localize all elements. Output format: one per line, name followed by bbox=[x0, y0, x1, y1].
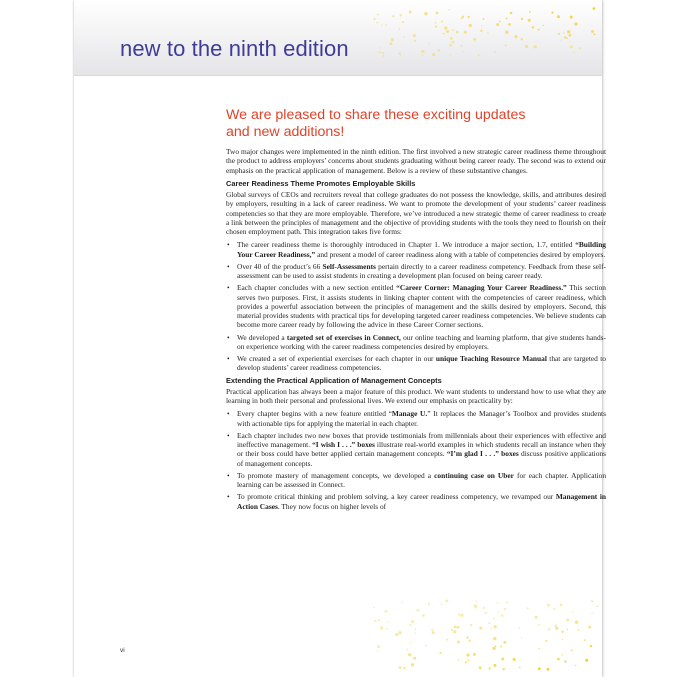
bullet-emphasis: Self-Assessments bbox=[322, 261, 376, 271]
decorative-dot bbox=[376, 22, 378, 24]
decorative-dot bbox=[461, 17, 463, 19]
decorative-dot bbox=[499, 21, 501, 23]
decorative-dot bbox=[492, 647, 495, 650]
bullet-emphasis: “Building Your Career Readiness,” bbox=[237, 240, 606, 259]
decorative-dot bbox=[551, 12, 553, 14]
decorative-dot bbox=[593, 33, 595, 35]
decorative-dot bbox=[573, 52, 574, 53]
section-2-paragraph: Practical application has always been a major feature of this product. We want students to understand how to use what they are learning in both their personal and professional lives. We extend our emphasis on practicality by: bbox=[226, 386, 606, 405]
bullet-text: Every chapter begins with a new feature entitled “ bbox=[237, 409, 392, 419]
decorative-dot bbox=[529, 11, 531, 13]
decorative-dot bbox=[597, 605, 599, 607]
decorative-dot bbox=[403, 667, 405, 669]
bullet-text: This section serves two purposes. First, it assists students in linking chapter content with the competencies of career readiness, which provides a powerful association between the principles of management and the skills desired by employers. Second, this material provides students with practical tips for developing targeted career readiness competencies. We believe students can become more career ready by following the advice in these Career Corner sections. bbox=[237, 283, 607, 330]
bullet-emphasis: “Career Corner: Managing Your Career Readiness.” bbox=[396, 283, 567, 293]
decorative-dot bbox=[389, 42, 392, 45]
decorative-dot bbox=[561, 631, 563, 633]
decorative-dot bbox=[385, 610, 388, 613]
bullet-icon: • bbox=[227, 332, 230, 342]
section-1-heading: Career Readiness Theme Promotes Employable Skills bbox=[226, 178, 416, 188]
decorative-dot bbox=[443, 33, 445, 35]
decorative-dot bbox=[534, 45, 537, 48]
decorative-dot bbox=[437, 49, 440, 52]
bullet-icon: • bbox=[227, 240, 230, 250]
decorative-dot bbox=[519, 667, 521, 669]
decorative-dot bbox=[500, 646, 502, 648]
bullet-icon: • bbox=[227, 409, 230, 419]
decorative-dot bbox=[457, 640, 460, 643]
bullet-text: We developed a bbox=[237, 332, 287, 342]
decorative-dot bbox=[446, 30, 449, 33]
decorative-dot bbox=[571, 649, 573, 651]
decorative-dot bbox=[446, 600, 449, 603]
decorative-dot bbox=[473, 653, 476, 656]
bullet-text: discuss positive applications of management concepts. bbox=[237, 449, 606, 468]
decorative-dot bbox=[452, 29, 454, 31]
bullet-emphasis: targeted set of exercises in Connect, bbox=[286, 332, 401, 342]
decorative-dot bbox=[555, 625, 557, 627]
decorative-dot bbox=[493, 618, 495, 620]
decorative-dot bbox=[460, 45, 462, 47]
decorative-dot bbox=[432, 631, 435, 634]
decorative-dot bbox=[475, 600, 477, 602]
decorative-dot bbox=[514, 35, 517, 38]
decorative-dot bbox=[450, 54, 451, 55]
section-2-heading: Extending the Practical Application of Management Concepts bbox=[226, 375, 442, 385]
decorative-dot bbox=[413, 34, 416, 37]
decorative-dot bbox=[527, 607, 529, 609]
decorative-dot bbox=[436, 12, 439, 15]
decorative-dot bbox=[567, 30, 570, 33]
decorative-dot bbox=[460, 614, 463, 617]
decorative-dot bbox=[480, 30, 482, 32]
bullet-emphasis: “I’m glad I . . .” boxes bbox=[446, 449, 519, 459]
decorative-dot bbox=[374, 620, 376, 622]
bullet-item bbox=[226, 492, 606, 511]
bullet-item bbox=[226, 431, 606, 468]
decorative-dot bbox=[399, 52, 401, 54]
decorative-dot bbox=[505, 44, 507, 46]
page-number: vi bbox=[120, 647, 125, 654]
decorative-dot bbox=[548, 628, 550, 630]
bullet-text: for each chapter. Application learning can be assessed in Connect. bbox=[237, 470, 607, 489]
decorative-dot bbox=[462, 16, 464, 18]
decorative-dot bbox=[591, 612, 592, 613]
decorative-dot bbox=[380, 626, 383, 629]
decorative-dot bbox=[476, 607, 477, 608]
decorative-dot bbox=[503, 668, 505, 670]
bullet-item bbox=[226, 333, 606, 352]
decorative-dots-bottom bbox=[374, 600, 599, 670]
decorative-dot bbox=[431, 629, 433, 631]
decorative-dot bbox=[570, 46, 573, 49]
bullet-emphasis: Management in Action Cases bbox=[237, 492, 606, 511]
decorative-dot bbox=[518, 627, 519, 628]
decorative-dot bbox=[414, 40, 416, 42]
decorative-dot bbox=[408, 653, 411, 656]
decorative-dot bbox=[421, 50, 424, 53]
decorative-dot bbox=[425, 645, 427, 647]
decorative-dot bbox=[392, 15, 394, 17]
decorative-dot bbox=[501, 615, 503, 617]
decorative-dot bbox=[555, 627, 558, 630]
bullet-text: Each chapter includes two new boxes that provide testimonials from millennials about their experiences with effective and ineffective management. bbox=[237, 430, 606, 449]
decorative-dot bbox=[466, 636, 468, 638]
decorative-dot bbox=[451, 629, 453, 631]
decorative-dot bbox=[503, 641, 506, 644]
bullet-icon: • bbox=[227, 354, 230, 363]
decorative-dot bbox=[570, 16, 573, 19]
decorative-dot bbox=[591, 600, 593, 602]
decorative-dot bbox=[487, 32, 488, 33]
bullet-item bbox=[226, 409, 606, 428]
decorative-dot bbox=[379, 47, 380, 48]
bullet-emphasis: continuing case on Uber bbox=[434, 470, 514, 480]
decorative-dot bbox=[560, 603, 563, 606]
decorative-dot bbox=[435, 22, 437, 24]
decorative-dot bbox=[395, 633, 398, 636]
decorative-dot bbox=[494, 51, 496, 53]
decorative-dot bbox=[424, 12, 427, 15]
decorative-dot bbox=[458, 614, 460, 616]
decorative-dot bbox=[574, 22, 577, 25]
decorative-dot bbox=[584, 639, 586, 641]
decorative-dot bbox=[479, 666, 482, 669]
decorative-dot bbox=[411, 663, 414, 666]
intro-paragraph: Two major changes were implemented in the ninth edition. The first involved a new strategic career readiness theme throughout the product to address employers’ concerns about students graduating without being career ready. The second was to extend our emphasis on the practical application of management. Below is a review of these substantive changes. bbox=[226, 147, 606, 175]
decorative-dot bbox=[464, 31, 467, 34]
decorative-dot bbox=[456, 31, 459, 34]
decorative-dot bbox=[483, 18, 485, 20]
decorative-dot bbox=[592, 600, 594, 602]
bullet-text: illustrate real-world examples in which students recall an instance when they or their boss could have better applied certain management concepts. bbox=[237, 440, 606, 459]
decorative-dot bbox=[415, 633, 417, 635]
decorative-dot bbox=[400, 14, 402, 16]
bullet-item bbox=[226, 354, 606, 373]
decorative-dot bbox=[562, 639, 563, 640]
decorative-dot bbox=[391, 38, 394, 41]
decorative-dot bbox=[422, 614, 425, 617]
decorative-dot bbox=[454, 625, 457, 628]
decorative-dot bbox=[429, 43, 430, 44]
decorative-dot bbox=[501, 658, 504, 661]
decorative-dot bbox=[506, 601, 508, 603]
decorative-dot bbox=[415, 628, 417, 630]
bullet-text: pertain directly to a career readiness competency. Feedback from these self-assessment can be used to assist students in creating a development plan focused on being career ready. bbox=[237, 261, 606, 280]
decorative-dot bbox=[504, 608, 506, 610]
decorative-dot bbox=[591, 30, 594, 33]
decorative-dot bbox=[568, 34, 571, 37]
bullet-text: To promote critical thinking and problem solving, a key career readiness competency, we revamped our bbox=[237, 492, 556, 502]
decorative-dot bbox=[470, 624, 472, 626]
decorative-dot bbox=[441, 22, 442, 23]
decorative-dot bbox=[535, 616, 538, 619]
decorative-dot bbox=[506, 18, 508, 20]
decorative-dot bbox=[377, 645, 380, 648]
decorative-dot bbox=[547, 604, 550, 607]
bullet-item bbox=[226, 283, 606, 329]
decorative-dot bbox=[432, 53, 435, 56]
decorative-dot bbox=[553, 608, 555, 610]
decorative-dot bbox=[409, 11, 412, 14]
decorative-dot bbox=[398, 631, 401, 634]
decorative-dot bbox=[458, 660, 459, 661]
decorative-dot bbox=[543, 25, 544, 26]
decorative-dot bbox=[457, 626, 460, 629]
decorative-dot bbox=[467, 16, 469, 18]
decorative-dot bbox=[479, 627, 482, 630]
decorative-dot bbox=[488, 622, 490, 624]
decorative-dot bbox=[474, 604, 477, 607]
decorative-dot bbox=[406, 649, 408, 651]
decorative-dot bbox=[428, 603, 430, 605]
decorative-dot bbox=[413, 657, 416, 660]
decorative-dot bbox=[483, 607, 485, 609]
section-1-paragraph: Global surveys of CEOs and recruiters reveal that college graduates do not possess the knowledge, skills, and attributes desired by employers, resulting in a lack of career readiness. We want to promote the development of your students’ career readiness competencies so that they are more employable. Therefore, we’ve introduced a new strategic theme of career readiness to create a link between the principles of management and the objective of providing students with the tools they need to flourish on their chosen employment path. This integration takes five forms: bbox=[226, 190, 606, 236]
decorative-dot bbox=[496, 23, 499, 26]
decorative-dot bbox=[547, 668, 550, 671]
decorative-dot bbox=[557, 658, 559, 660]
decorative-dot bbox=[490, 628, 492, 630]
decorative-dot bbox=[379, 51, 381, 53]
decorative-dot bbox=[387, 621, 389, 623]
decorative-dot bbox=[566, 619, 569, 622]
decorative-dot bbox=[510, 12, 513, 15]
decorative-dot bbox=[493, 637, 496, 640]
decorative-dot bbox=[558, 33, 560, 35]
decorative-dot bbox=[513, 658, 516, 661]
bullet-text: ” It replaces the Manager’s Toolbox and provides students with actionable tips for applying the material in each chapter. bbox=[237, 409, 606, 428]
decorative-dot bbox=[382, 24, 383, 25]
document-page bbox=[74, 0, 607, 677]
bullet-emphasis: “I wish I . . .” boxes bbox=[312, 440, 375, 449]
decorative-dot bbox=[575, 665, 576, 666]
decorative-dot bbox=[528, 19, 531, 22]
decorative-dot bbox=[386, 24, 388, 26]
bullet-item bbox=[226, 240, 606, 259]
decorative-dot bbox=[449, 9, 450, 10]
decorative-dot bbox=[403, 36, 405, 38]
decorative-dot bbox=[562, 654, 563, 655]
decorative-dot bbox=[494, 625, 497, 628]
decorative-dot bbox=[410, 642, 411, 643]
decorative-dot bbox=[382, 52, 384, 54]
bullet-text: The career readiness theme is thoroughly introduced in Chapter 1. We introduce a major section, 1.7, entitled bbox=[237, 240, 576, 250]
headline-line-2: and new additions! bbox=[226, 124, 345, 140]
page-title: new to the ninth edition bbox=[120, 36, 349, 61]
decorative-dot bbox=[585, 659, 588, 662]
bullet-item bbox=[226, 262, 606, 281]
decorative-dot bbox=[521, 38, 524, 41]
decorative-dot bbox=[386, 628, 388, 630]
decorative-dot bbox=[377, 14, 379, 16]
decorative-dot bbox=[521, 637, 522, 638]
decorative-dot bbox=[578, 629, 580, 631]
decorative-dot bbox=[409, 624, 411, 626]
decorative-dot bbox=[508, 23, 511, 26]
decorative-dot bbox=[382, 55, 384, 57]
decorative-dot bbox=[402, 21, 404, 23]
decorative-dot bbox=[399, 666, 402, 669]
decorative-dot bbox=[567, 629, 569, 631]
decorative-dot bbox=[588, 626, 591, 629]
decorative-dot bbox=[441, 603, 443, 605]
decorative-dot bbox=[473, 38, 476, 41]
decorative-dot bbox=[478, 54, 480, 56]
decorative-dot bbox=[521, 18, 523, 20]
bullet-icon: • bbox=[227, 430, 230, 440]
decorative-dot bbox=[575, 621, 578, 624]
decorative-dot bbox=[538, 29, 540, 31]
decorative-dot bbox=[525, 45, 528, 48]
bullet-text: We created a set of experiential exercises for each chapter in our bbox=[237, 354, 436, 363]
bullet-icon: • bbox=[227, 261, 230, 271]
decorative-dot bbox=[557, 15, 560, 18]
decorative-dot bbox=[469, 24, 472, 27]
decorative-dot bbox=[566, 37, 568, 39]
section-2-bullets bbox=[226, 409, 606, 511]
decorative-dot bbox=[495, 645, 497, 647]
bullet-emphasis: Manage U. bbox=[391, 409, 428, 419]
decorative-dot bbox=[378, 619, 380, 621]
decorative-dot bbox=[466, 653, 469, 656]
decorative-dot bbox=[422, 54, 423, 55]
bullet-text: To promote mastery of management concepts, we developed a bbox=[237, 470, 435, 480]
decorative-dot bbox=[590, 645, 593, 648]
decorative-dot bbox=[441, 20, 442, 21]
decorative-dot bbox=[444, 26, 447, 29]
bullet-text: and present a model of career readiness along with a table of competencies desired by employers. bbox=[315, 249, 606, 259]
decorative-dot bbox=[377, 650, 378, 651]
decorative-dot bbox=[497, 602, 499, 604]
decorative-dot bbox=[564, 660, 566, 662]
decorative-dot bbox=[373, 18, 375, 20]
decorative-dot bbox=[453, 630, 456, 633]
decorative-dot bbox=[452, 41, 455, 44]
decorative-dot bbox=[579, 47, 581, 49]
decorative-dot bbox=[481, 25, 482, 26]
decorative-dot bbox=[468, 660, 470, 662]
decorative-dot bbox=[563, 32, 564, 33]
decorative-dot bbox=[498, 611, 500, 613]
decorative-dot bbox=[462, 51, 464, 53]
bullet-icon: • bbox=[227, 492, 230, 502]
section-1-bullets bbox=[226, 240, 606, 372]
decorative-dot bbox=[545, 640, 547, 642]
decorative-dot bbox=[449, 44, 452, 47]
bullet-icon: • bbox=[227, 283, 230, 293]
decorative-dot bbox=[468, 640, 470, 642]
bullet-text: . They now focus on higher levels of bbox=[277, 501, 387, 511]
content-column bbox=[226, 107, 606, 514]
decorative-dot bbox=[485, 612, 487, 614]
decorative-dot bbox=[411, 620, 414, 623]
decorative-dot bbox=[400, 55, 401, 56]
bullet-text: Each chapter concludes with a new section entitled bbox=[237, 283, 397, 293]
decorative-dot bbox=[446, 639, 448, 641]
decorative-dot bbox=[538, 624, 540, 626]
decorative-dot bbox=[417, 609, 420, 612]
headline-line-1: We are pleased to share these exciting updates bbox=[226, 107, 526, 123]
decorative-dot bbox=[561, 40, 562, 41]
decorative-dot bbox=[572, 611, 574, 613]
decorative-dot bbox=[489, 667, 491, 669]
bullet-emphasis: unique Teaching Resource Manual bbox=[435, 354, 547, 363]
decorative-dots-top bbox=[374, 8, 599, 56]
bullet-text: Over 40 of the product’s 66 bbox=[237, 261, 323, 271]
decorative-dot bbox=[593, 7, 596, 10]
decorative-dot bbox=[538, 648, 539, 649]
headline bbox=[226, 107, 606, 141]
decorative-dot bbox=[401, 601, 403, 603]
bullet-icon: • bbox=[227, 470, 230, 480]
decorative-dot bbox=[532, 26, 535, 29]
decorative-dot bbox=[538, 667, 541, 670]
decorative-dot bbox=[373, 607, 375, 609]
decorative-dot bbox=[493, 664, 496, 667]
decorative-dot bbox=[465, 661, 467, 663]
decorative-dot bbox=[399, 28, 401, 30]
bullet-text: our online teaching and learning platform, that give students hands-on experience working with the career readiness competencies desired by employers. bbox=[237, 332, 606, 351]
decorative-dot bbox=[505, 31, 508, 34]
decorative-dot bbox=[435, 26, 437, 28]
bullet-item bbox=[226, 471, 606, 490]
bullet-text: that are targeted to develop students’ career readiness competencies. bbox=[237, 354, 606, 373]
decorative-dot bbox=[450, 37, 453, 40]
decorative-dot bbox=[439, 652, 441, 654]
